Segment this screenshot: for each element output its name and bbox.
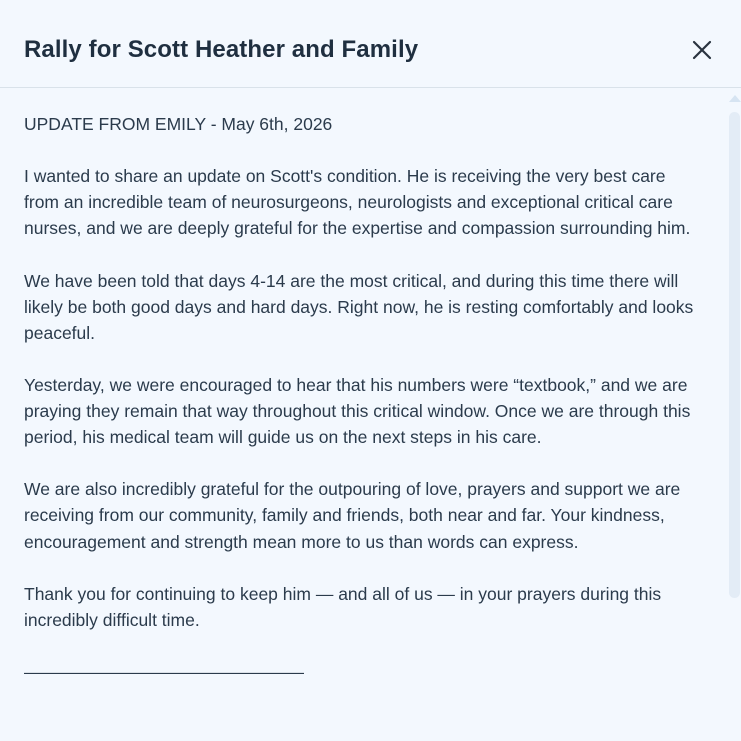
update-paragraph: We have been told that days 4-14 are the most critical, and during this time there will likely be both good days and hard days. Right now, he is resting comfortably and looks peaceful. [24,270,694,343]
modal-header [0,0,741,88]
update-paragraph: Thank you for continuing to keep him — and all of us — in your prayers during this incredibly difficult time. [24,583,662,630]
scrollbar-thumb[interactable] [729,112,740,598]
update-content [24,111,700,711]
modal-title: Rally for Scott Heather and Family [24,36,419,63]
update-paragraph: I wanted to share an update on Scott's condition. He is receiving the very best care from an incredible team of neurosurgeons, neurologists and exceptional critical care nurses, and we are deeply grateful for the expertise and compassion surrounding him. [24,166,691,239]
close-icon [686,34,718,66]
update-paragraph: Yesterday, we were encouraged to hear that his numbers were “textbook,” and we are praying they remain that way throughout this critical window. Once we are through this period, his medical team will guide us on the next steps in his care. [24,374,691,448]
chevron-up-icon[interactable] [729,95,741,102]
separator-line: ———————————————— [24,661,304,682]
close-button[interactable] [686,34,718,66]
update-heading: UPDATE FROM EMILY - May 6th, 2026 [24,114,333,134]
update-paragraph: We are also incredibly grateful for the outpouring of love, prayers and support we are receiving from our community, family and friends, both near and far. Your kindness, encouragement and strength mean more to us than words can express. [24,479,681,552]
